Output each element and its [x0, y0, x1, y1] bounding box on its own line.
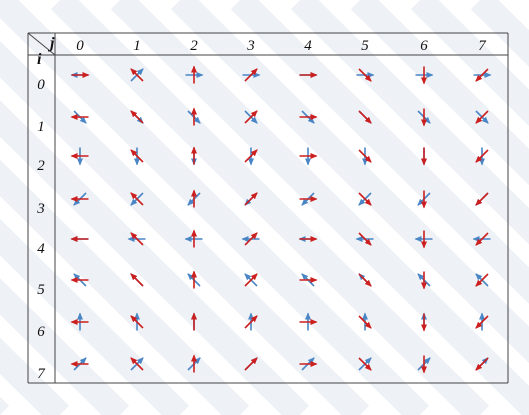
row-header-1: 1: [37, 119, 45, 135]
row-header-3: 3: [37, 201, 45, 217]
row-header-7: 7: [37, 366, 45, 382]
column-header-0: 0: [76, 38, 84, 54]
column-header-7: 7: [478, 38, 486, 54]
column-header-3: 3: [247, 38, 255, 54]
row-header-2: 2: [37, 158, 45, 174]
row-header-4: 4: [37, 241, 45, 257]
corner-col-symbol: j: [50, 35, 55, 52]
column-header-5: 5: [361, 38, 369, 54]
row-header-6: 6: [37, 324, 45, 340]
column-header-2: 2: [190, 38, 198, 54]
corner-row-symbol: i: [37, 51, 42, 68]
row-header-0: 0: [37, 77, 45, 93]
row-header-5: 5: [37, 282, 45, 298]
column-header-1: 1: [133, 38, 141, 54]
column-header-6: 6: [420, 38, 428, 54]
column-header-4: 4: [304, 38, 312, 54]
